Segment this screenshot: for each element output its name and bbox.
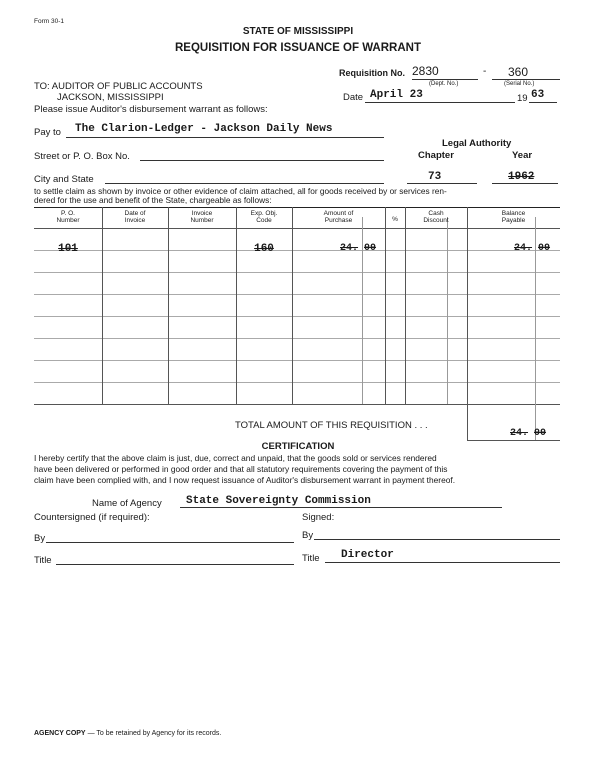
chapter-line [407, 183, 477, 184]
certification-line-3: claim have been complied with, and I now request issuance of Auditor's disbursement warrant in payment thereof. [34, 475, 456, 485]
serial-no-value: 360 [508, 65, 529, 79]
certification-heading: CERTIFICATION [261, 441, 335, 452]
instruction-text: Please issue Auditor's disbursement warrant as follows: [34, 104, 268, 115]
row-balance-cents: 00 [538, 243, 551, 254]
footer [34, 730, 221, 737]
street-line [140, 160, 384, 161]
countersigned-label: Countersigned (if required): [34, 512, 150, 523]
title-label-left: Title [34, 555, 52, 566]
agency-line [180, 507, 502, 508]
requisition-label: Requisition No. [339, 68, 405, 78]
footer-rest: — To be retained by Agency for its records. [87, 730, 222, 737]
total-label: TOTAL AMOUNT OF THIS REQUISITION . . . [235, 420, 428, 431]
by-line-right [314, 539, 560, 540]
settle-text-2: dered for the use and benefit of the State, chargeable as follows: [34, 195, 272, 205]
year-suffix: 63 [531, 89, 545, 101]
date-label: Date [343, 92, 364, 103]
dash: - [483, 66, 487, 77]
state-title: STATE OF MISSISSIPPI [242, 26, 354, 37]
total-cents: 00 [534, 428, 547, 439]
header-cash-discount: Cash Discount [423, 210, 449, 224]
pay-to-label: Pay to [34, 127, 61, 138]
signed-label: Signed: [302, 512, 335, 523]
row-exp-code: 160 [254, 243, 274, 255]
street-label: Street or P. O. Box No. [34, 151, 130, 162]
date-line [365, 102, 515, 103]
by-label-right: By [302, 530, 314, 541]
to-line-2: JACKSON, MISSISSIPPI [57, 92, 164, 103]
settle-text-1: to settle claim as shown by invoice or other evidence of claim attached, all for goods received by or services ren- [34, 186, 447, 196]
chapter-label: Chapter [418, 150, 454, 161]
city-line [105, 183, 384, 184]
pay-to-line [66, 137, 384, 138]
chapter-value: 73 [428, 171, 442, 183]
year-line [529, 102, 557, 103]
row-amount-cents: 00 [364, 243, 377, 254]
header-balance-payable: Balance Payable [501, 210, 526, 224]
row-balance-dollars: 24. [514, 243, 533, 254]
date-value: April 23 [370, 89, 423, 101]
title-value: Director [341, 549, 394, 561]
by-label-left: By [34, 533, 46, 544]
year-label: Year [512, 150, 533, 161]
serial-no-caption: (Serial No.) [504, 81, 535, 87]
serial-no-line [492, 79, 560, 80]
pay-to-value: The Clarion-Ledger - Jackson Daily News [75, 123, 333, 135]
dept-no-line [412, 79, 478, 80]
city-label: City and State [34, 174, 94, 185]
year-prefix: 19 [517, 93, 528, 104]
dept-no-value: 2830 [412, 64, 439, 78]
title-line-right [325, 562, 560, 563]
header-invoice-number: Invoice Number [190, 210, 214, 224]
header-exp-obj-code: Exp. Obj. Code [250, 210, 278, 224]
year-value-line [492, 183, 558, 184]
legal-authority-label: Legal Authority [442, 138, 512, 149]
dept-no-caption: (Dept. No.) [429, 81, 459, 87]
year-value: 1962 [508, 171, 535, 183]
header-amount-of-purchase: Amount of Purchase [323, 210, 354, 224]
row-amount-dollars: 24. [340, 243, 359, 254]
agency-label: Name of Agency [92, 498, 162, 509]
header-percent: % [392, 216, 398, 223]
title-line-left [56, 564, 294, 565]
agency-value: State Sovereignty Commission [186, 495, 371, 507]
total-dollars: 24. [510, 428, 529, 439]
to-line-1: TO: AUDITOR OF PUBLIC ACCOUNTS [34, 81, 203, 92]
by-line-left [46, 542, 294, 543]
header-po: P. O. Number [56, 210, 80, 224]
form-title: REQUISITION FOR ISSUANCE OF WARRANT [175, 42, 421, 54]
certification-line-2: have been delivered or performed in good order and that all statutory requirements covering the payment of this [34, 464, 448, 474]
certification-line-1: I hereby certify that the above claim is just, due, correct and unpaid, that the goods sold or services rendered [34, 453, 437, 463]
title-label-right: Title [302, 553, 320, 564]
footer-bold: AGENCY COPY [34, 730, 86, 737]
header-date-of-invoice: Date of Invoice [124, 210, 146, 224]
form-number: Form 30-1 [34, 18, 64, 25]
row-po-number: 101 [58, 243, 78, 255]
